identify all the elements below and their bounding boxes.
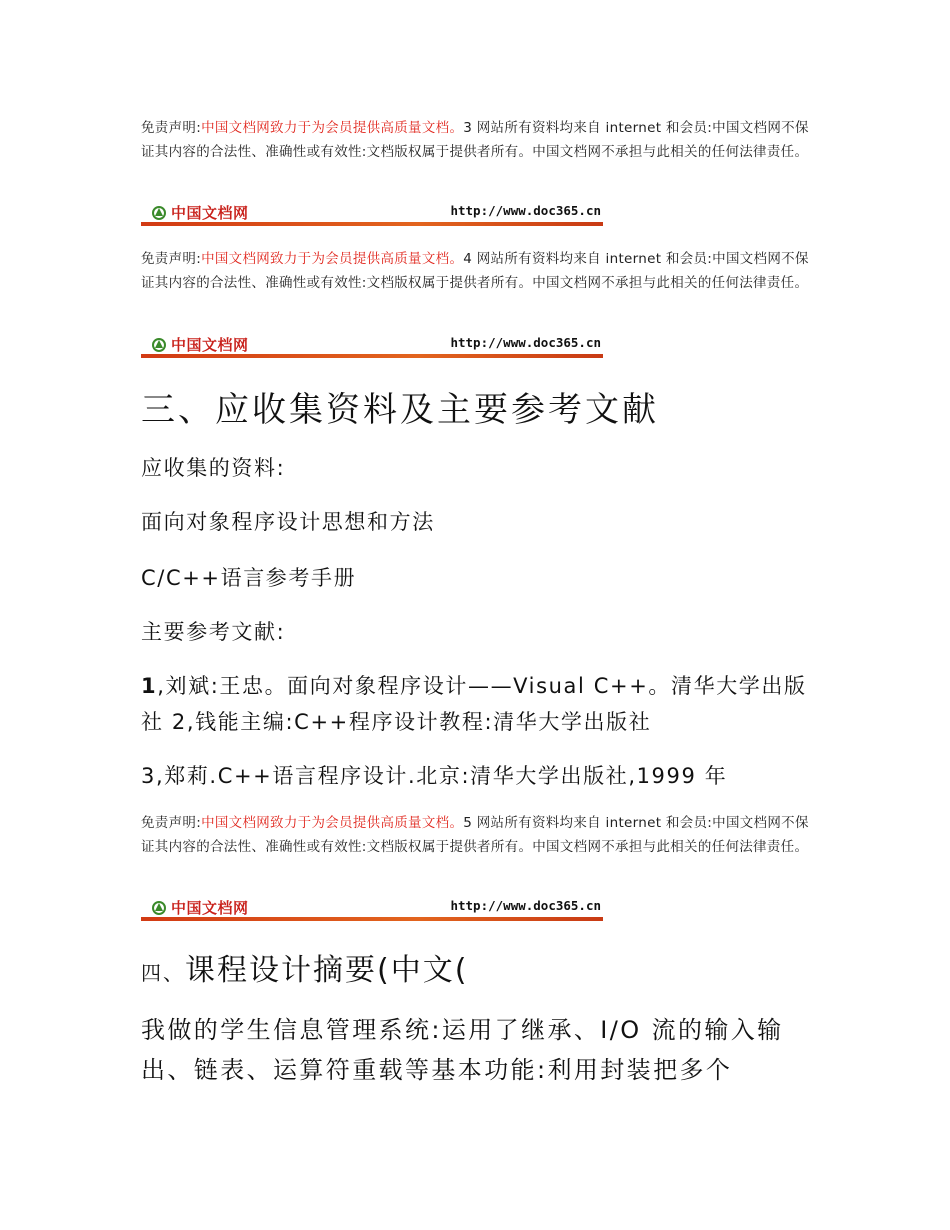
reference-text: ,刘斌:王忠。面向对象程序设计——Visual C++。清华大学出版社 2,钱能主编:C++程序设计教程:清华大学出版社 [141, 674, 807, 734]
doc-logo-icon [151, 337, 167, 353]
banner-logo [151, 334, 249, 355]
banner-bar [141, 222, 603, 226]
banner-logo-text: 中国文档网 [171, 899, 249, 917]
section-heading [141, 945, 468, 989]
disclaimer-prefix: 免责声明: [141, 120, 202, 136]
disclaimer-block [141, 116, 811, 164]
reference-item: 3,郑莉.C++语言程序设计.北京:清华大学出版社,1999 年 [141, 764, 728, 788]
disclaimer-block [141, 247, 811, 295]
disclaimer-text: 网站所有资料均来自 internet 和会员:中国文档网不保证其内容的合法性、准确性或有效性:文档版权属于提供者所有。中国文档网不承担与此相关的任何法律责任。 [141, 251, 809, 291]
heading-number: 四、 [141, 961, 185, 985]
disclaimer-page-number: 3 [463, 120, 473, 136]
banner-url: http://www.doc365.cn [450, 335, 601, 350]
banner-logo [151, 897, 249, 918]
site-banner [141, 332, 603, 358]
doc-logo-icon [151, 205, 167, 221]
banner-logo-text: 中国文档网 [171, 204, 249, 222]
disclaimer-prefix: 免责声明: [141, 815, 202, 831]
banner-logo-text: 中国文档网 [171, 336, 249, 354]
heading-text: 课程设计摘要(中文( [185, 953, 469, 988]
refs-label: 主要参考文献: [141, 620, 286, 644]
site-banner [141, 895, 603, 921]
abstract-text: 我做的学生信息管理系统:运用了继承、I/O 流的输入输出、链表、运算符重载等基本功能:利用封装把多个 [141, 1016, 784, 1084]
disclaimer-text: 网站所有资料均来自 internet 和会员:中国文档网不保证其内容的合法性、准确性或有效性:文档版权属于提供者所有。中国文档网不承担与此相关的任何法律责任。 [141, 815, 809, 855]
disclaimer-page-number: 5 [463, 815, 473, 831]
site-banner [141, 200, 603, 226]
banner-bar [141, 354, 603, 358]
disclaimer-highlight: 中国文档网致力于为会员提供高质量文档。 [201, 251, 464, 267]
disclaimer-text: 网站所有资料均来自 internet 和会员:中国文档网不保证其内容的合法性、准确性或有效性:文档版权属于提供者所有。中国文档网不承担与此相关的任何法律责任。 [141, 120, 809, 160]
collect-label: 应收集的资料: [141, 456, 286, 480]
banner-url: http://www.doc365.cn [450, 203, 601, 218]
reference-item [141, 668, 821, 740]
disclaimer-page-number: 4 [463, 251, 473, 267]
disclaimer-highlight: 中国文档网致力于为会员提供高质量文档。 [201, 120, 464, 136]
disclaimer-prefix: 免责声明: [141, 251, 202, 267]
banner-url: http://www.doc365.cn [450, 898, 601, 913]
collect-item: C/C++语言参考手册 [141, 566, 357, 590]
reference-number: 1 [141, 674, 158, 698]
doc-logo-icon [151, 900, 167, 916]
banner-logo [151, 202, 249, 223]
disclaimer-highlight: 中国文档网致力于为会员提供高质量文档。 [201, 815, 464, 831]
section-heading: 三、应收集资料及主要参考文献 [141, 390, 659, 430]
disclaimer-block [141, 811, 811, 859]
banner-bar [141, 917, 603, 921]
collect-item: 面向对象程序设计思想和方法 [141, 510, 435, 534]
